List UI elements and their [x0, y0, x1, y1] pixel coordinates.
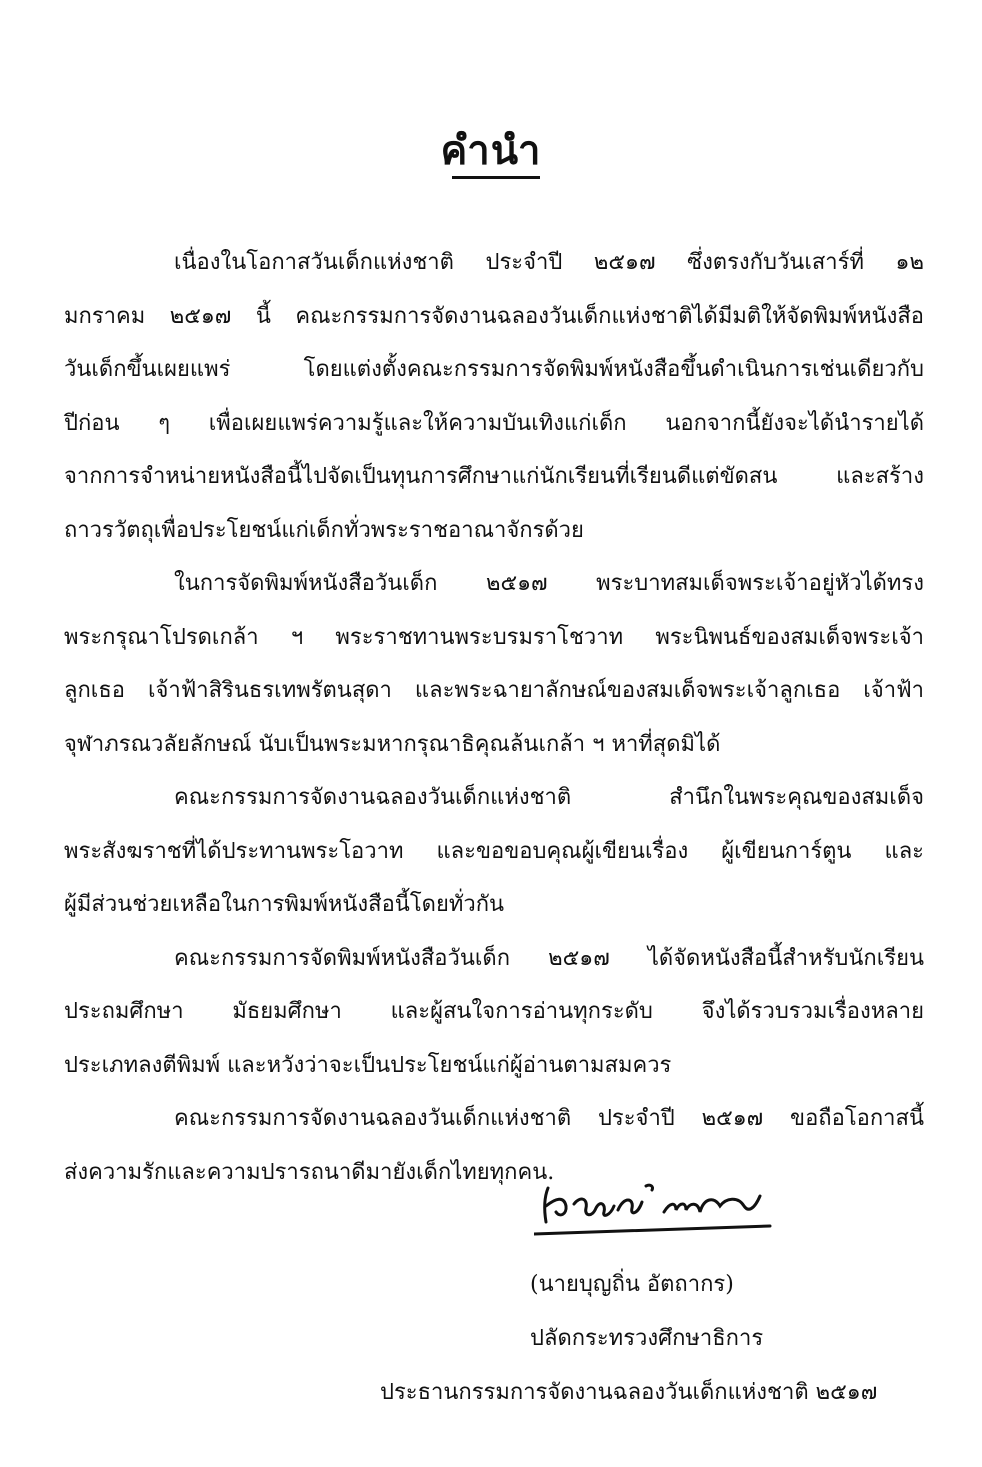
text-line: มกราคม ๒๕๑๗ นี้ คณะกรรมการจัดงานฉลองวันเด็กแห่งชาติได้มีมติให้จัดพิมพ์หนังสือ — [64, 303, 924, 329]
page-title: คำนำ — [440, 128, 542, 174]
text-line: ประเภทลงตีพิมพ์ และหวังว่าจะเป็นประโยชน์แก่ผู้อ่านตามสมควร — [64, 1052, 672, 1078]
paragraph-4 — [64, 932, 924, 1093]
text-line: คณะกรรมการจัดพิมพ์หนังสือวันเด็ก ๒๕๑๗ ได้จัดหนังสือนี้สำหรับนักเรียน — [174, 945, 924, 971]
text-line: คณะกรรมการจัดงานฉลองวันเด็กแห่งชาติ สำนึกในพระคุณของสมเด็จ — [174, 785, 924, 810]
signature-block — [380, 1258, 940, 1420]
text-line: ประถมศึกษา มัธยมศึกษา และผู้สนใจการอ่านทุกระดับ จึงได้รวบรวมเรื่องหลาย — [64, 999, 924, 1024]
paragraph-1 — [64, 236, 924, 557]
text-line: วันเด็กขึ้นเผยแพร่ โดยแต่งตั้งคณะกรรมการจัดพิมพ์หนังสือขึ้นดำเนินการเช่นเดียวกับ — [64, 357, 924, 382]
body-text — [64, 236, 924, 1199]
paragraph-3 — [64, 771, 924, 932]
paragraph-5 — [64, 1092, 924, 1199]
handwritten-signature — [534, 1176, 784, 1236]
signer-name: (นายบุญถิ่น อัตถากร) — [530, 1272, 734, 1297]
text-line: คณะกรรมการจัดงานฉลองวันเด็กแห่งชาติ ประจำปี ๒๕๑๗ ขอถือโอกาสนี้ — [174, 1106, 924, 1131]
text-line: ปีก่อน ๆ เพื่อเผยแพร่ความรู้และให้ความบันเทิงแก่เด็ก นอกจากนี้ยังจะได้นำรายได้ — [64, 410, 924, 436]
text-line: พระกรุณาโปรดเกล้า ฯ พระราชทานพระบรมราโชวาท พระนิพนธ์ของสมเด็จพระเจ้า — [64, 624, 924, 650]
text-line: ถาวรวัตถุเพื่อประโยชน์แก่เด็กทั่วพระราชอาณาจักรด้วย — [64, 517, 584, 543]
text-line: เนื่องในโอกาสวันเด็กแห่งชาติ ประจำปี ๒๕๑๗ ซึ่งตรงกับวันเสาร์ที่ ๑๒ — [174, 250, 924, 275]
text-line: จุฬาภรณวลัยลักษณ์ นับเป็นพระมหากรุณาธิคุณล้นเกล้า ฯ หาที่สุดมิได้ — [64, 731, 721, 757]
title-underline — [452, 176, 540, 179]
text-line: ส่งความรักและความปรารถนาดีมายังเด็กไทยทุกคน. — [64, 1159, 555, 1185]
text-line: ลูกเธอ เจ้าฟ้าสิรินธรเทพรัตนสุดา และพระฉายาลักษณ์ของสมเด็จพระเจ้าลูกเธอ เจ้าฟ้า — [64, 678, 924, 703]
paragraph-2 — [64, 557, 924, 771]
signer-position: ปลัดกระทรวงศึกษาธิการ — [530, 1326, 764, 1351]
text-line: ในการจัดพิมพ์หนังสือวันเด็ก ๒๕๑๗ พระบาทสมเด็จพระเจ้าอยู่หัวได้ทรง — [174, 571, 924, 596]
text-line: จากการจำหน่ายหนังสือนี้ไปจัดเป็นทุนการศึกษาแก่นักเรียนที่เรียนดีแต่ขัดสน และสร้าง — [64, 464, 924, 489]
text-line: ผู้มีส่วนช่วยเหลือในการพิมพ์หนังสือนี้โดยทั่วกัน — [64, 892, 505, 917]
text-line: พระสังฆราชที่ได้ประทานพระโอวาท และขอขอบคุณผู้เขียนเรื่อง ผู้เขียนการ์ตูน และ — [64, 838, 924, 864]
signer-committee-title: ประธานกรรมการจัดงานฉลองวันเด็กแห่งชาติ ๒๕๑๗ — [380, 1380, 878, 1405]
